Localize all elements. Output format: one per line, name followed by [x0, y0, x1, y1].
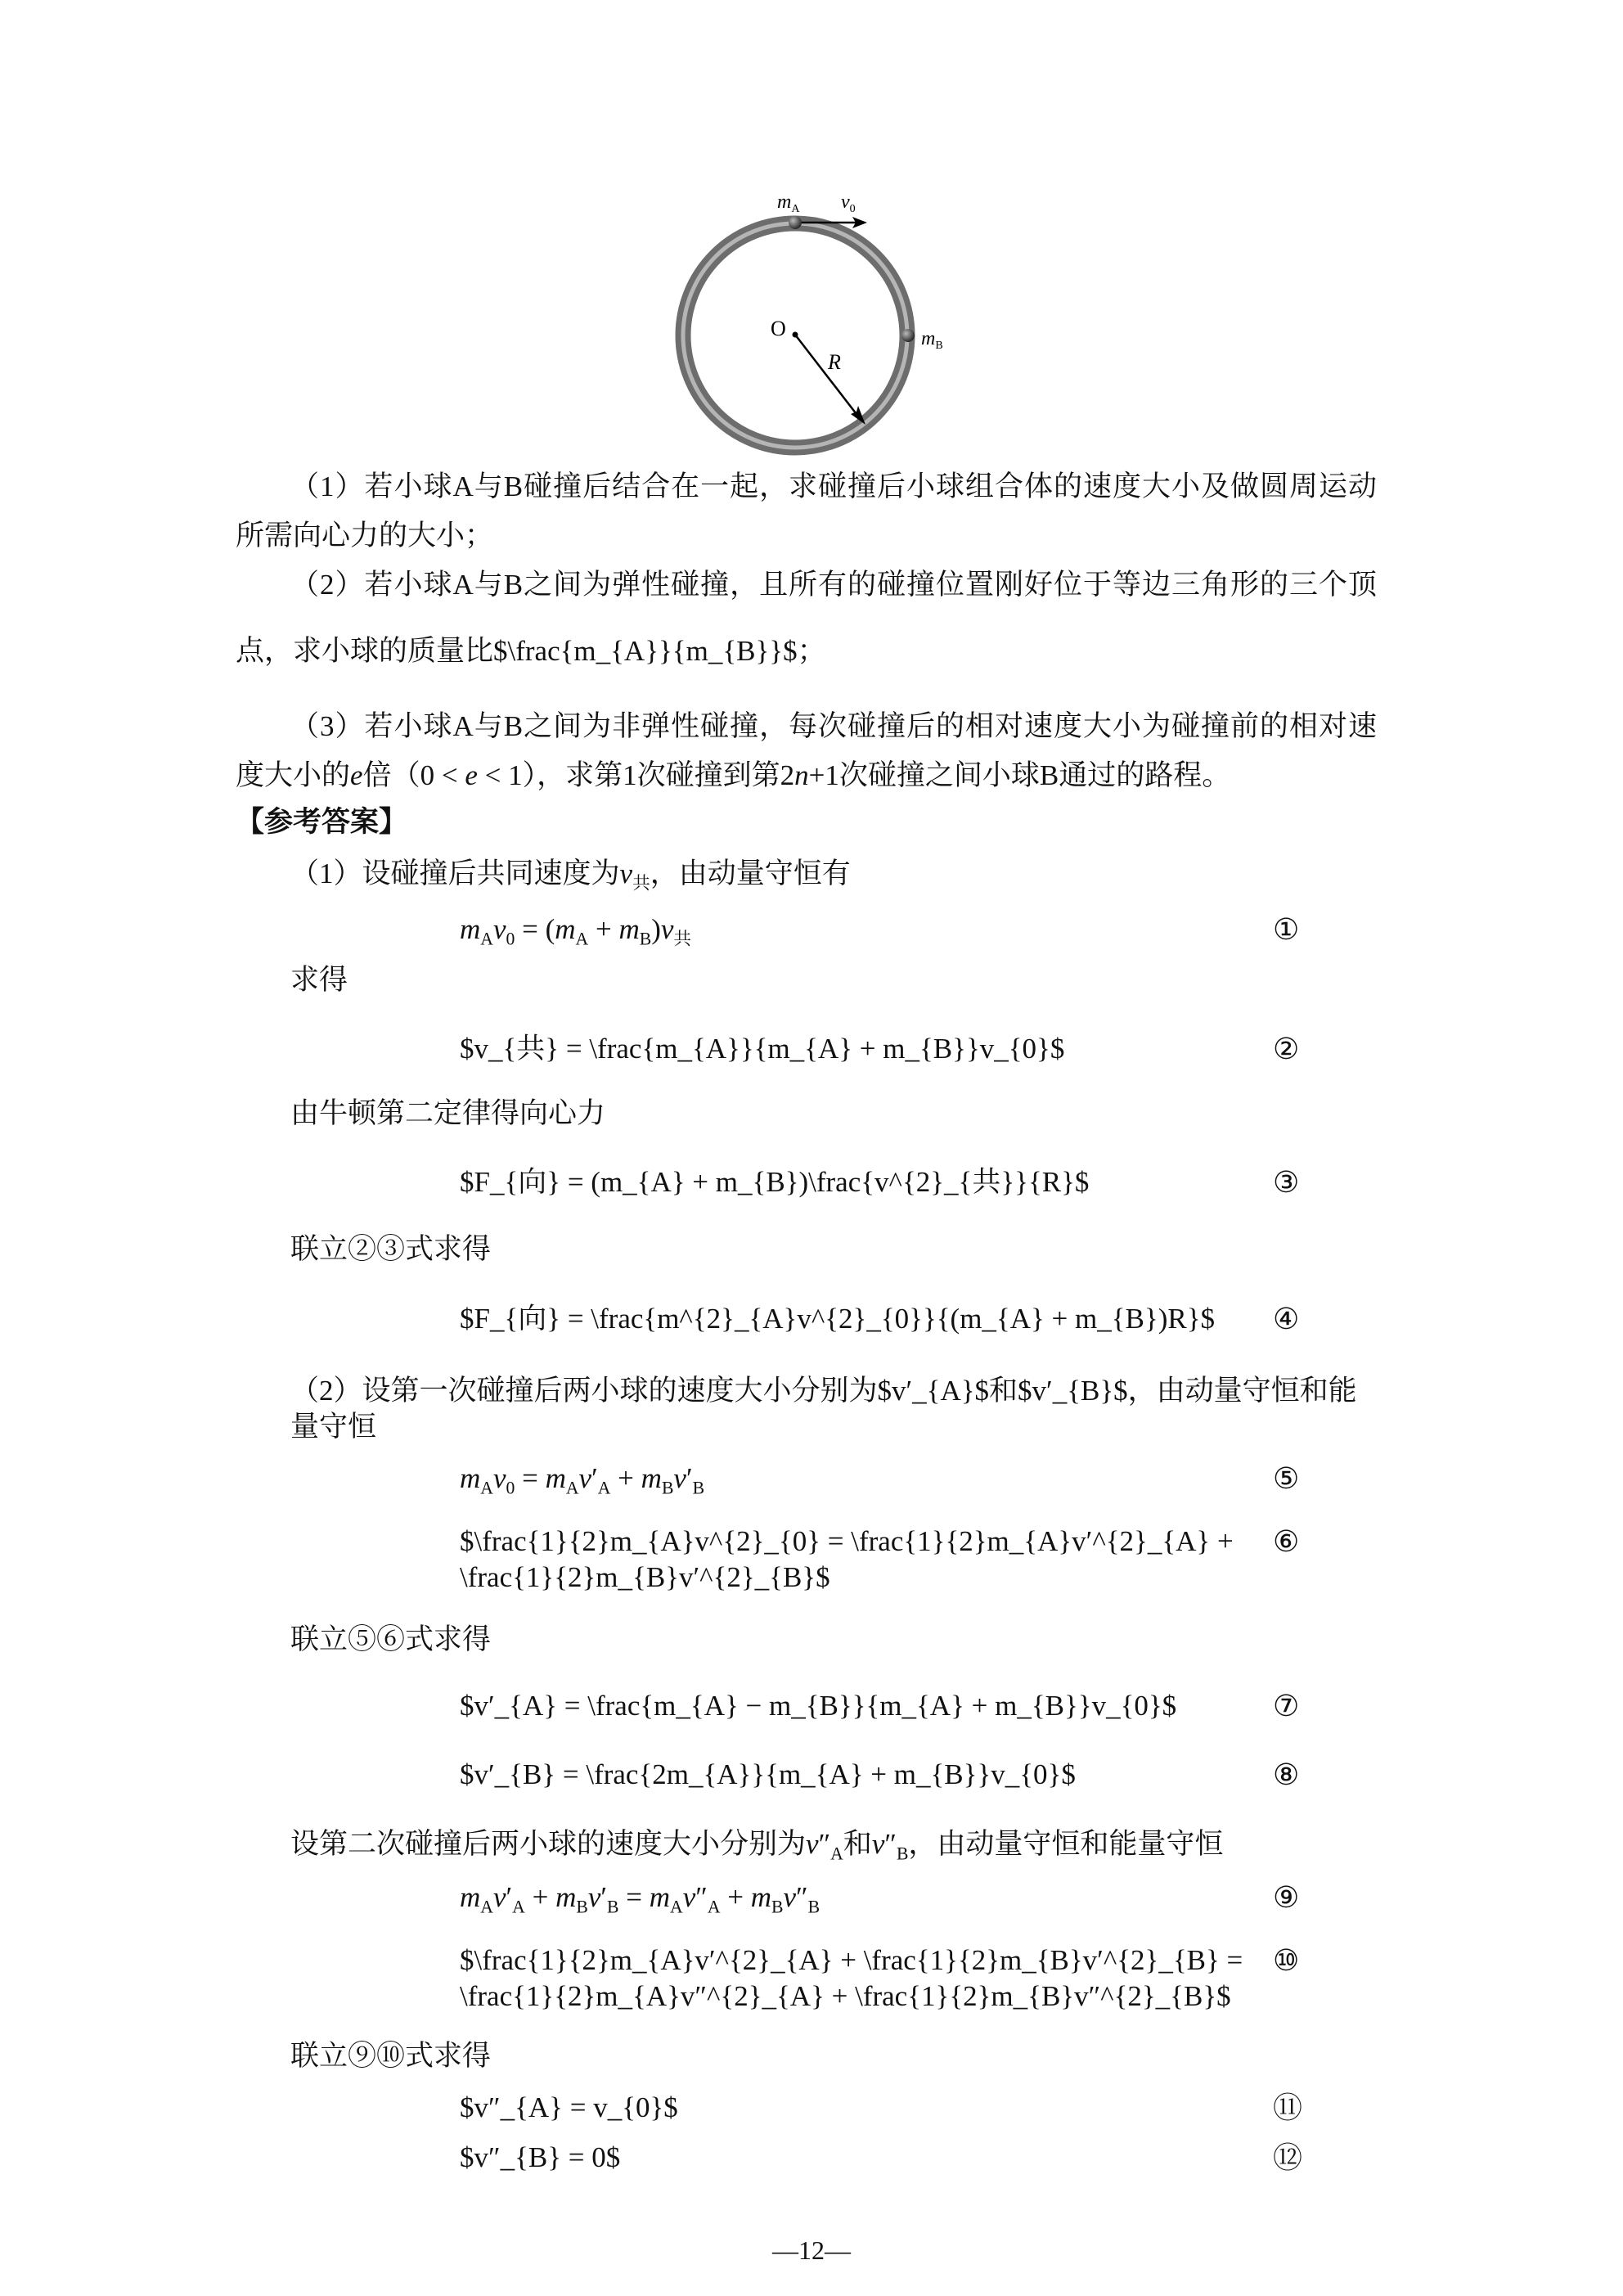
ball-a — [789, 216, 802, 229]
question-line: 度大小的e倍（0 < e < 1），求第1次碰撞到第2n+1次碰撞之间小球B通过的路程。 — [236, 759, 1231, 791]
label-sub: 0 — [849, 203, 856, 215]
svg-text:mB — [921, 328, 943, 352]
equation-row — [236, 2140, 1377, 2176]
equation-number: ⑦ — [1273, 1690, 1300, 1722]
equation-number: ② — [1273, 1033, 1300, 1065]
question-line: 所需向心力的大小； — [236, 520, 494, 551]
question-line: 点，求小球的质量比$\frac{m_{A}}{m_{B}}$； — [236, 635, 826, 667]
equation-row — [236, 1524, 1377, 1596]
answer-text: （2）设第一次碰撞后两小球的速度大小分别为$v′_{A}$和$v′_{B}$，由动量守恒和能量守恒 — [290, 1375, 1357, 1443]
equation-row — [236, 1164, 1377, 1200]
answer-text: 联立⑨⑩式求得 — [290, 2040, 492, 2072]
equation-row — [236, 1461, 1377, 1497]
equation-7: $v′_{A} = \frac{m_{A} − m_{B}}{m_{A} + m_{B}}v_{0}$ — [460, 1690, 1177, 1722]
label-r: R — [828, 350, 841, 374]
answer-text: 联立⑤⑥式求得 — [290, 1623, 492, 1655]
equation-number: ⑤ — [1273, 1462, 1300, 1495]
equation-12: $v″_{B} = 0$ — [460, 2141, 621, 2173]
label-o: O — [771, 317, 786, 340]
equation-number: ⑥ — [1273, 1525, 1300, 1558]
label-m: m — [777, 191, 792, 213]
equation-row — [236, 1757, 1377, 1793]
equation-8: $v′_{B} = \frac{2m_{A}}{m_{A} + m_{B}}v_{0}$ — [460, 1758, 1076, 1790]
label-sub: B — [935, 340, 943, 352]
equation-number: ① — [1273, 913, 1300, 946]
answer-text: 联立②③式求得 — [290, 1233, 492, 1265]
equation-2: $v_{共} = \frac{m_{A}}{m_{A} + m_{B}}v_{0}$ — [460, 1033, 1065, 1065]
question-line: （2）若小球A与B之间为弹性碰撞，且所有的碰撞位置刚好位于等边三角形的三个顶 — [290, 569, 1377, 601]
label-v: v — [841, 191, 850, 213]
answer-text: 由牛顿第二定律得向心力 — [290, 1097, 606, 1129]
equation-row — [236, 1688, 1377, 1724]
text-flow — [236, 469, 1377, 2176]
equation-number: ⑩ — [1273, 1944, 1300, 1977]
equation-number: ⑨ — [1273, 1881, 1300, 1914]
answer-text: （1）设碰撞后共同速度为$v_共$，由动量守恒有 — [290, 858, 851, 894]
equation-row — [236, 1880, 1377, 1916]
question-line: （1）若小球A与B碰撞后结合在一起，求碰撞后小球组合体的速度大小及做圆周运动 — [290, 470, 1377, 502]
equation-number: ⑪ — [1273, 2091, 1303, 2124]
equation-row — [236, 1031, 1377, 1067]
equation-number: ③ — [1273, 1166, 1300, 1199]
equation-3: $F_{向} = (m_{A} + m_{B})\frac{v^{2}_{共}}{R}$ — [460, 1166, 1090, 1198]
equation-4: $F_{向} = \frac{m^{2}_{A}v^{2}_{0}}{(m_{A} + m_{B})R}$ — [460, 1303, 1216, 1335]
ball-b — [901, 329, 915, 342]
equation-row — [236, 1943, 1377, 2015]
equation-6: $\frac{1}{2}m_{A}v^{2}_{0} = \frac{1}{2}m_{A}v′^{2}_{A} + \frac{1}{2}m_{B}v′^{2}_{B}$ — [460, 1525, 1234, 1593]
page-number: —12— — [772, 2235, 851, 2265]
equation-row — [236, 912, 1377, 948]
label-sub: A — [791, 203, 800, 215]
equation-number: ④ — [1273, 1303, 1300, 1335]
equation-9: $m_Av'_A + m_Bv'_B = m_Av''_A + m_Bv''_B$ — [460, 1881, 820, 1917]
equation-number: ⑫ — [1273, 2141, 1303, 2174]
equation-number: ⑧ — [1273, 1758, 1300, 1791]
equation-10: $\frac{1}{2}m_{A}v′^{2}_{A} + \frac{1}{2}m_{B}v′^{2}_{B} = \frac{1}{2}m_{A}v″^{2}_{A} + \frac{1}{2}m_{B}v″^{2}_{B}$ — [460, 1944, 1243, 2012]
ring-diagram — [654, 164, 982, 458]
answer-text: 求得 — [290, 964, 348, 996]
radius-arrow — [795, 335, 859, 417]
answer-heading: 【参考答案】 — [236, 806, 408, 838]
svg-text:v0 — [841, 191, 856, 215]
answer-text: 设第二次碰撞后两小球的速度大小分别为$v''_A$和$v''_B$，由动量守恒和能量守恒 — [290, 1828, 1224, 1864]
question-line: （3）若小球A与B之间为非弹性碰撞，每次碰撞后的相对速度大小为碰撞前的相对速 — [290, 710, 1377, 742]
equation-row — [236, 1301, 1377, 1337]
equation-11: $v″_{A} = v_{0}$ — [460, 2091, 678, 2123]
equation-row — [236, 2090, 1377, 2126]
equation-5: $m_Av_0 = m_Av'_A + m_Bv'_B$ — [460, 1462, 705, 1498]
svg-text:mA — [777, 191, 800, 215]
label-m: m — [921, 328, 936, 349]
equation-1: $m_Av_0 = (m_A + m_B)v_共$ — [460, 913, 692, 949]
